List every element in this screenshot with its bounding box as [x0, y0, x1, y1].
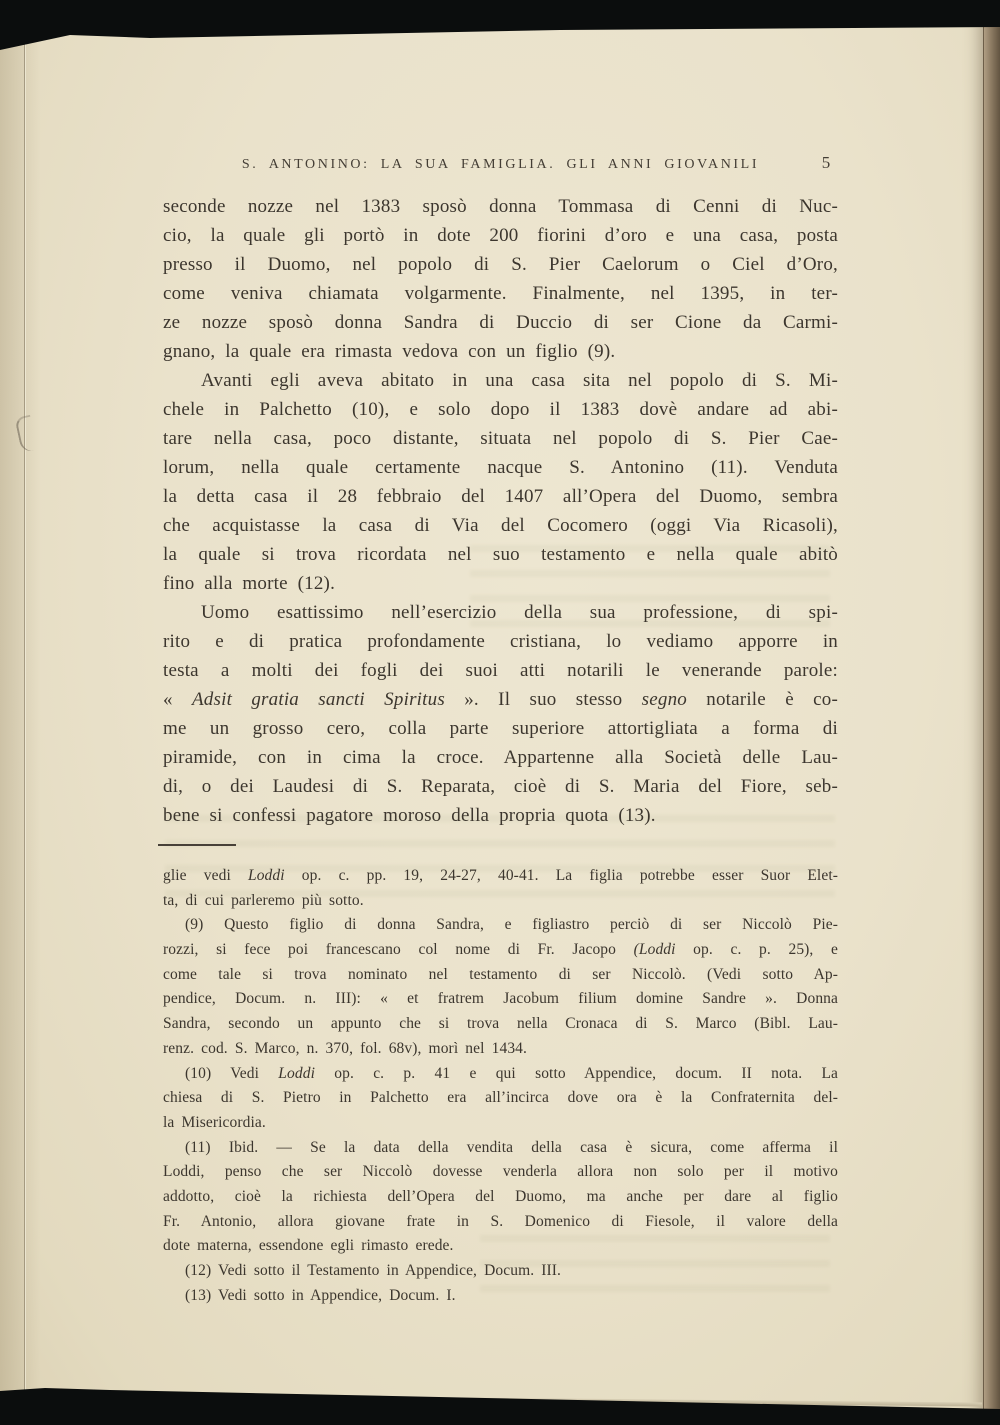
body-text-line: fino alla morte (12). [163, 573, 336, 594]
body-text-block [163, 192, 838, 830]
page-gutter-shadow [0, 0, 46, 1425]
body-text-line: gnano, la quale era rimasta vedova con un figlio (9). [163, 341, 616, 362]
footnote-line: ta, di cui parleremo più sotto. [163, 891, 364, 909]
footnote-line: (10) Vedi Loddi op. c. p. 41 e qui sotto Appendice, docum. II nota. La [185, 1064, 838, 1082]
footnote-line: la Misericordia. [163, 1113, 266, 1131]
body-text-line: seconde nozze nel 1383 sposò donna Tommasa di Cenni di Nuc- [163, 196, 838, 217]
body-text-line: testa a molti dei fogli dei suoi atti notarili le venerande parole: [163, 660, 838, 681]
body-text-line: chele in Palchetto (10), e solo dopo il 1383 dovè andare ad abi- [163, 399, 838, 420]
body-text-line: lorum, nella quale certamente nacque S. Antonino (11). Venduta [163, 457, 838, 478]
body-text-line: tare nella casa, poco distante, situata nel popolo di S. Pier Cae- [163, 428, 838, 449]
body-text-line: la detta casa il 28 febbraio del 1407 all’Opera del Duomo, sembra [163, 486, 838, 507]
footnote-line: pendice, Docum. n. III): « et fratrem Jacobum filium domine Sandre ». Donna [163, 990, 838, 1008]
body-text-line: ze nozze sposò donna Sandra di Duccio di ser Cione da Carmi- [163, 312, 838, 333]
footnote-line: (9) Questo figlio di donna Sandra, e figliastro perciò di ser Niccolò Pie- [185, 916, 838, 934]
body-text-line: bene si confessi pagatore moroso della propria quota (13). [163, 805, 656, 826]
body-text-line: rito e di pratica profondamente cristiana, lo vediamo apporre in [163, 631, 838, 652]
footnote-line: glie vedi Loddi op. c. pp. 19, 24-27, 40-41. La figlia potrebbe esser Suor Elet- [163, 867, 838, 884]
running-header-title: S. ANTONINO: LA SUA FAMIGLIA. GLI ANNI GIOVANILI [241, 157, 760, 172]
footnote-separator-rule [158, 844, 236, 846]
body-text-line: Avanti egli aveva abitato in una casa sita nel popolo di S. Mi- [201, 370, 838, 391]
body-text-line: cio, la quale gli portò in dote 200 fiorini d’oro e una casa, posta [163, 225, 838, 246]
body-text-line: di, o dei Laudesi di S. Reparata, cioè di S. Maria del Fiore, seb- [163, 776, 838, 797]
footnote-line: (11) Ibid. — Se la data della vendita della casa è sicura, come afferma il [185, 1138, 838, 1156]
footnote-line: (13) Vedi sotto in Appendice, Docum. I. [185, 1286, 456, 1304]
footnote-line: Loddi, penso che ser Niccolò dovesse venderla allora non solo per il motivo [163, 1163, 838, 1181]
page-number: 5 [821, 153, 831, 172]
footnote-line: chiesa di S. Pietro in Palchetto era all’incirca dove ora è la Confraternita del- [163, 1089, 838, 1107]
book-fore-edge [983, 24, 1000, 1414]
footnote-line: addotto, cioè la richiesta dell’Opera del Duomo, ma anche per dare al figlio [163, 1187, 838, 1205]
footnotes-block [163, 864, 838, 1308]
body-text-line: « Adsit gratia sancti Spiritus ». Il suo stesso segno notarile è co- [163, 689, 838, 710]
footnote-line: come tale si trova nominato nel testamento di ser Niccolò. (Vedi sotto Ap- [163, 965, 838, 983]
body-text-line: la quale si trova ricordata nel suo testamento e nella quale abitò [163, 544, 838, 565]
body-text-line: me un grosso cero, colla parte superiore attortigliata a forma di [163, 718, 838, 739]
page-gutter-crease [24, 0, 25, 1425]
footnote-line: rozzi, si fece poi francescano col nome di Fr. Jacopo (Loddi op. c. p. 25), e [163, 941, 838, 959]
footnote-line: dote materna, essendone egli rimasto erede. [163, 1237, 454, 1255]
body-text-line: che acquistasse la casa di Via del Cocomero (oggi Via Ricasoli), [163, 515, 838, 536]
body-text-line: come veniva chiamata volgarmente. Finalmente, nel 1395, in ter- [163, 283, 838, 304]
footnote-line: Fr. Antonio, allora giovane frate in S. Domenico di Fiesole, il valore della [163, 1212, 838, 1230]
body-text-line: Uomo esattissimo nell’esercizio della sua professione, di spi- [201, 602, 838, 623]
body-text-line: piramide, con in cima la croce. Appartenne alla Società delle Lau- [163, 747, 838, 768]
footnote-line: renz. cod. S. Marco, n. 370, fol. 68v), morì nel 1434. [163, 1039, 527, 1057]
footnote-line: (12) Vedi sotto il Testamento in Appendice, Docum. III. [185, 1262, 562, 1279]
footnote-line: Sandra, secondo un appunto che si trova nella Cronaca di S. Marco (Bibl. Lau- [163, 1015, 838, 1033]
body-text-line: presso il Duomo, nel popolo di S. Pier Caelorum o Ciel d’Oro, [163, 254, 838, 275]
